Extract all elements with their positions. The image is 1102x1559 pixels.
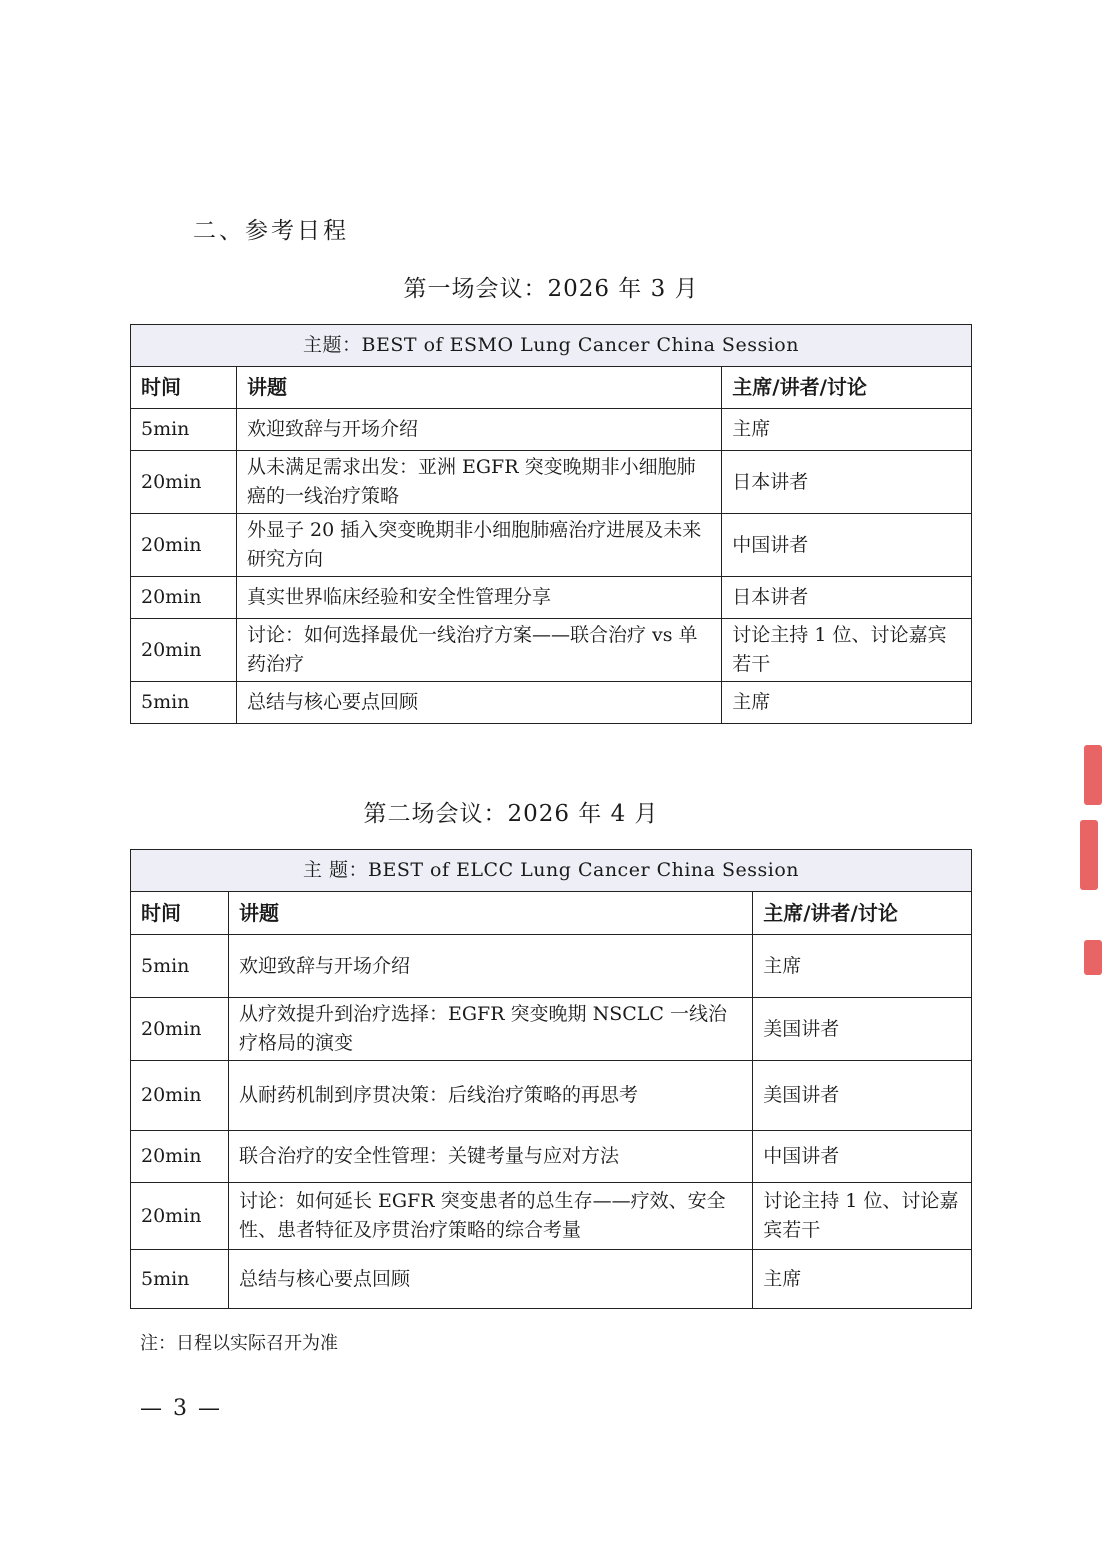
meeting-1-title: 第一场会议：2026 年 3 月	[403, 276, 699, 302]
role-cell: 美国讲者	[753, 1061, 972, 1131]
role-cell: 中国讲者	[722, 514, 972, 577]
header-row	[131, 892, 972, 935]
header-topic: 讲题	[236, 367, 721, 409]
time-cell: 20min	[131, 1061, 229, 1131]
time-cell: 20min	[131, 451, 237, 514]
topic-cell: 欢迎致辞与开场介绍	[228, 935, 752, 998]
time-cell: 20min	[131, 619, 237, 682]
role-cell: 美国讲者	[753, 998, 972, 1061]
theme-cell: 主 题：BEST of ELCC Lung Cancer China Session	[131, 850, 972, 892]
theme-row	[131, 850, 972, 892]
schedule-note: 注：日程以实际召开为准	[140, 1333, 338, 1354]
topic-cell: 讨论：如何延长 EGFR 突变患者的总生存——疗效、安全性、患者特征及序贯治疗策略的综合考量	[228, 1183, 752, 1250]
header-time: 时间	[131, 367, 237, 409]
time-cell: 5min	[131, 682, 237, 724]
table-row	[131, 998, 972, 1061]
role-cell: 讨论主持 1 位、讨论嘉宾若干	[722, 619, 972, 682]
role-cell: 主席	[722, 682, 972, 724]
table-row	[131, 1061, 972, 1131]
meeting-2-title: 第二场会议：2026 年 4 月	[363, 801, 659, 827]
role-cell: 讨论主持 1 位、讨论嘉宾若干	[753, 1183, 972, 1250]
table-row	[131, 1131, 972, 1183]
meeting-2-schedule-table	[130, 849, 972, 1309]
table-row	[131, 514, 972, 577]
table-row	[131, 409, 972, 451]
section-heading: 二、参考日程	[193, 218, 349, 244]
topic-cell: 总结与核心要点回顾	[236, 682, 721, 724]
meeting-1-schedule-table	[130, 324, 972, 724]
header-role: 主席/讲者/讨论	[753, 892, 972, 935]
header-topic: 讲题	[228, 892, 752, 935]
role-cell: 日本讲者	[722, 451, 972, 514]
table-row	[131, 935, 972, 998]
time-cell: 20min	[131, 577, 237, 619]
header-row	[131, 367, 972, 409]
role-cell: 主席	[722, 409, 972, 451]
table-row	[131, 577, 972, 619]
time-cell: 5min	[131, 935, 229, 998]
table-row	[131, 682, 972, 724]
topic-cell: 从疗效提升到治疗选择：EGFR 突变晚期 NSCLC 一线治疗格局的演变	[228, 998, 752, 1061]
time-cell: 5min	[131, 1250, 229, 1309]
header-time: 时间	[131, 892, 229, 935]
topic-cell: 外显子 20 插入突变晚期非小细胞肺癌治疗进展及未来研究方向	[236, 514, 721, 577]
theme-cell: 主题：BEST of ESMO Lung Cancer China Session	[131, 325, 972, 367]
role-cell: 主席	[753, 935, 972, 998]
table-row	[131, 619, 972, 682]
topic-cell: 从未满足需求出发：亚洲 EGFR 突变晚期非小细胞肺癌的一线治疗策略	[236, 451, 721, 514]
page-number: — 3 —	[140, 1396, 222, 1421]
topic-cell: 欢迎致辞与开场介绍	[236, 409, 721, 451]
topic-cell: 总结与核心要点回顾	[228, 1250, 752, 1309]
role-cell: 中国讲者	[753, 1131, 972, 1183]
header-role: 主席/讲者/讨论	[722, 367, 972, 409]
topic-cell: 真实世界临床经验和安全性管理分享	[236, 577, 721, 619]
time-cell: 20min	[131, 998, 229, 1061]
time-cell: 5min	[131, 409, 237, 451]
table-row	[131, 1250, 972, 1309]
topic-cell: 联合治疗的安全性管理：关键考量与应对方法	[228, 1131, 752, 1183]
topic-cell: 从耐药机制到序贯决策：后线治疗策略的再思考	[228, 1061, 752, 1131]
theme-row	[131, 325, 972, 367]
time-cell: 20min	[131, 514, 237, 577]
topic-cell: 讨论：如何选择最优一线治疗方案——联合治疗 vs 单药治疗	[236, 619, 721, 682]
table-row	[131, 451, 972, 514]
table-row	[131, 1183, 972, 1250]
role-cell: 日本讲者	[722, 577, 972, 619]
time-cell: 20min	[131, 1183, 229, 1250]
role-cell: 主席	[753, 1250, 972, 1309]
time-cell: 20min	[131, 1131, 229, 1183]
